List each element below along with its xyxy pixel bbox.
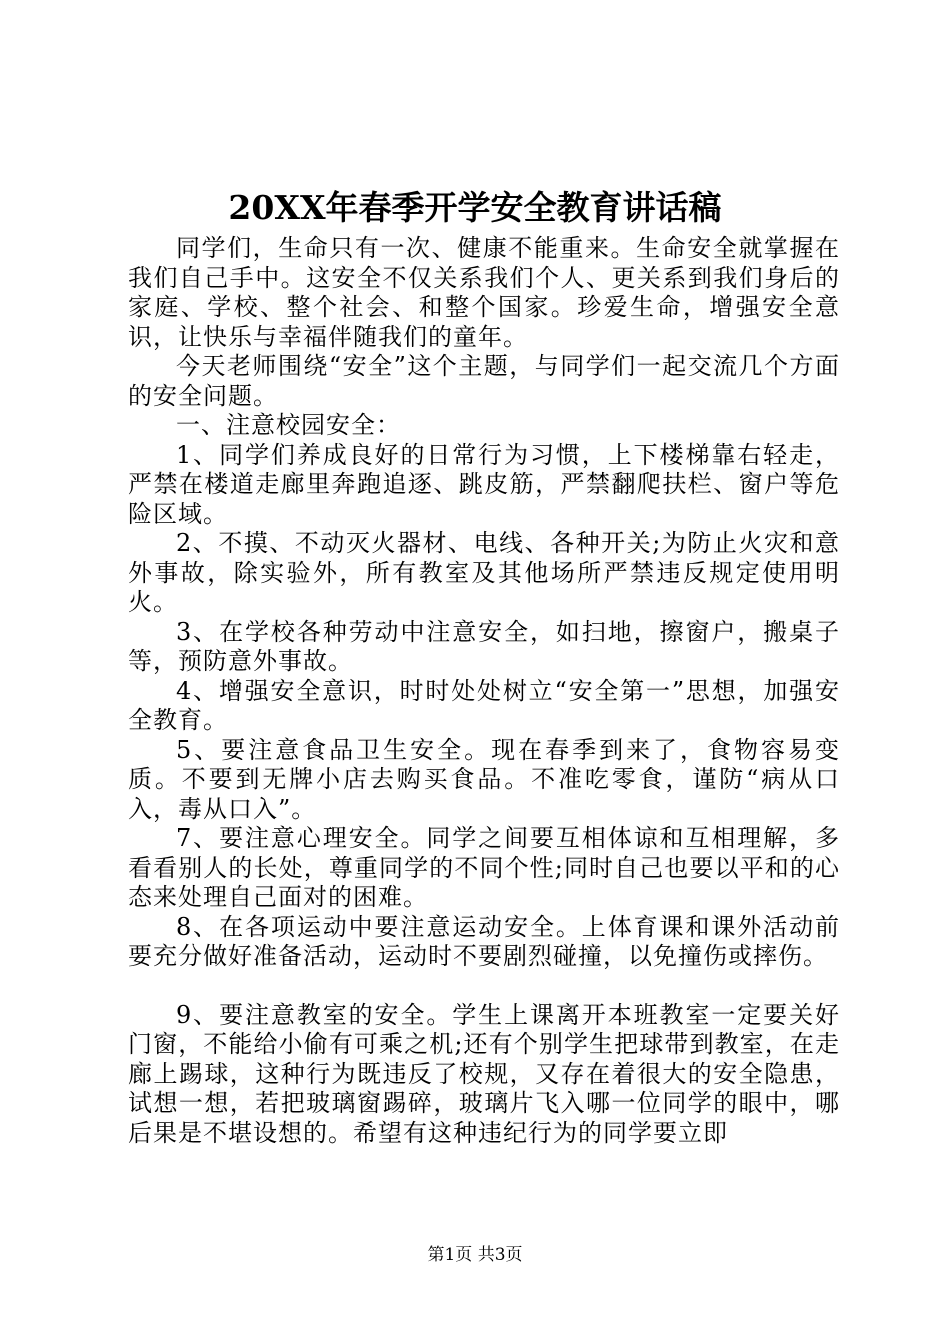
paragraph-item-1: 1、同学们养成良好的日常行为习惯，上下楼梯靠右轻走，严禁在楼道走廊里奔跑追逐、跳皮筋，严禁翻爬扶栏、窗户等危险区域。 <box>128 440 840 528</box>
paragraph-intro: 同学们，生命只有一次、健康不能重来。生命安全就掌握在我们自己手中。这安全不仅关系我们个人、更关系到我们身后的家庭、学校、整个社会、和整个国家。珍爱生命，增强安全意识，让快乐与幸福伴随我们的童年。 <box>128 234 840 351</box>
paragraph-item-2: 2、不摸、不动灭火器材、电线、各种开关;为防止火灾和意外事故，除实验外，所有教室及其他场所严禁违反规定使用明火。 <box>128 529 840 616</box>
document-title: 20XX年春季开学安全教育讲话稿 <box>228 188 722 227</box>
document-body <box>128 234 840 1148</box>
paragraph-item-5: 5、要注意食品卫生安全。现在春季到来了，食物容易变质。不要到无牌小店去购买食品。不准吃零食，谨防“病从口入，毒从口入”。 <box>128 735 840 823</box>
paragraph-item-7: 7、要注意心理安全。同学之间要互相体谅和互相理解，多看看别人的长处，尊重同学的不同个性;同时自己也要以平和的心态来处理自己面对的困难。 <box>128 824 840 911</box>
paragraph-topic: 今天老师围绕“安全”这个主题，与同学们一起交流几个方面的安全问题。 <box>128 352 840 410</box>
paragraph-item-3: 3、在学校各种劳动中注意安全，如扫地，擦窗户，搬桌子等，预防意外事故。 <box>128 617 840 675</box>
paragraph-item-8: 8、在各项运动中要注意运动安全。上体育课和课外活动前要充分做好准备活动，运动时不要剧烈碰撞，以免撞伤或摔伤。 <box>128 912 840 970</box>
section-heading-campus-safety: 一、注意校园安全： <box>176 411 401 439</box>
paragraph-item-9: 9、要注意教室的安全。学生上课离开本班教室一定要关好门窗，不能给小偷有可乘之机;还有个别学生把球带到教室，在走廊上踢球，这种行为既违反了校规，又存在着很大的安全隐患，试想一想，若把玻璃窗踢碎，玻璃片飞入哪一位同学的眼中，哪后果是不堪设想的。希望有这种违纪行为的同学要立即 <box>128 1000 840 1147</box>
paragraph-item-4: 4、增强安全意识，时时处处树立“安全第一”思想，加强安全教育。 <box>128 676 840 734</box>
page-footer: 第1页 共3页 <box>427 1245 523 1265</box>
